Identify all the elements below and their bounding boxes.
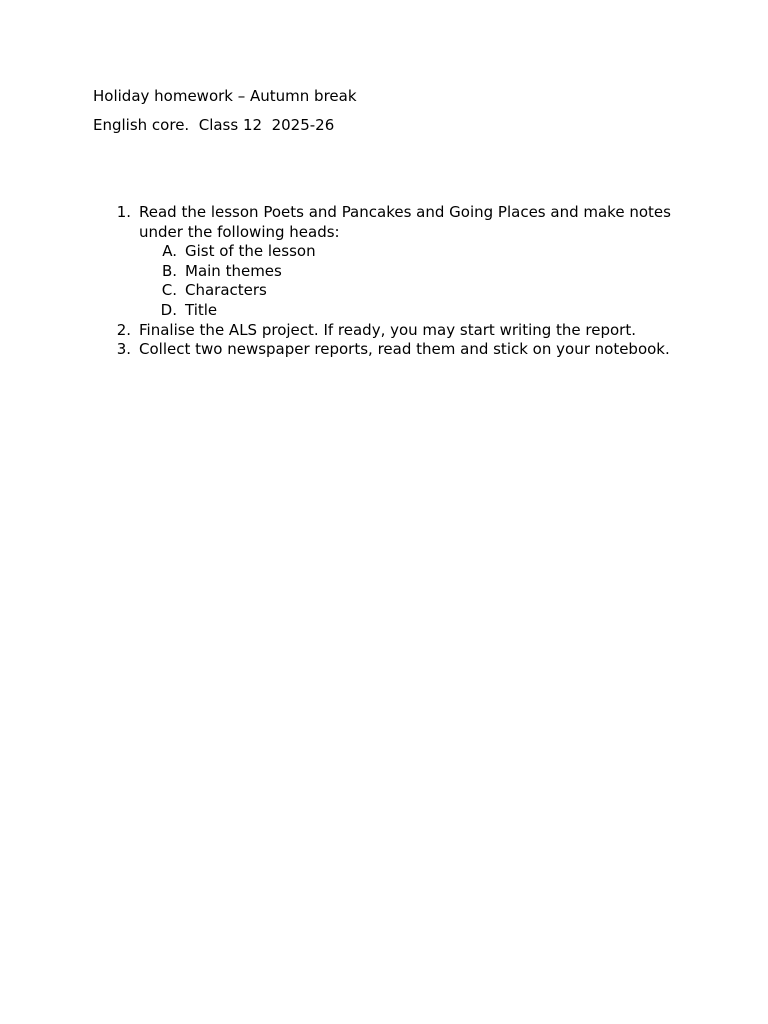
sub-list-item-text: Main themes [185, 261, 282, 280]
sub-list-item [139, 301, 673, 321]
sub-list-item-letter: D. [160, 300, 177, 319]
list-item-number: 1. [116, 203, 131, 221]
document-subtitle: English core. Class 12 2025-26 [93, 116, 335, 134]
sub-list-item-text: Characters [185, 281, 267, 300]
sub-list-item-text: Gist of the lesson [185, 242, 316, 261]
list-item-body [139, 340, 673, 360]
sub-list-item-letter: B. [161, 261, 177, 280]
list-item-text: Collect two newspaper reports, read them and stick on your notebook. [139, 340, 670, 359]
list-item-number: 2. [116, 320, 131, 339]
list-item-text: Read the lesson Poets and Pancakes and Going Places and make notes under the following heads: [139, 203, 671, 241]
list-item-body [139, 321, 673, 341]
list-item-text: Finalise the ALS project. If ready, you may start writing the report. [139, 320, 636, 339]
document-title: Holiday homework – Autumn break [93, 87, 357, 105]
sub-list-item [139, 262, 673, 282]
list-item-number: 3. [116, 340, 131, 359]
task-list [93, 203, 673, 360]
list-item-body [139, 203, 673, 321]
sub-list-item-text: Title [185, 300, 218, 319]
list-item [93, 203, 673, 321]
sub-list-item [139, 242, 673, 262]
sub-list-item-letter: C. [161, 281, 177, 300]
list-item [93, 321, 673, 341]
sub-list-item-letter: A. [162, 242, 177, 261]
list-item [93, 340, 673, 360]
sub-list [139, 242, 673, 320]
sub-list-item [139, 281, 673, 301]
